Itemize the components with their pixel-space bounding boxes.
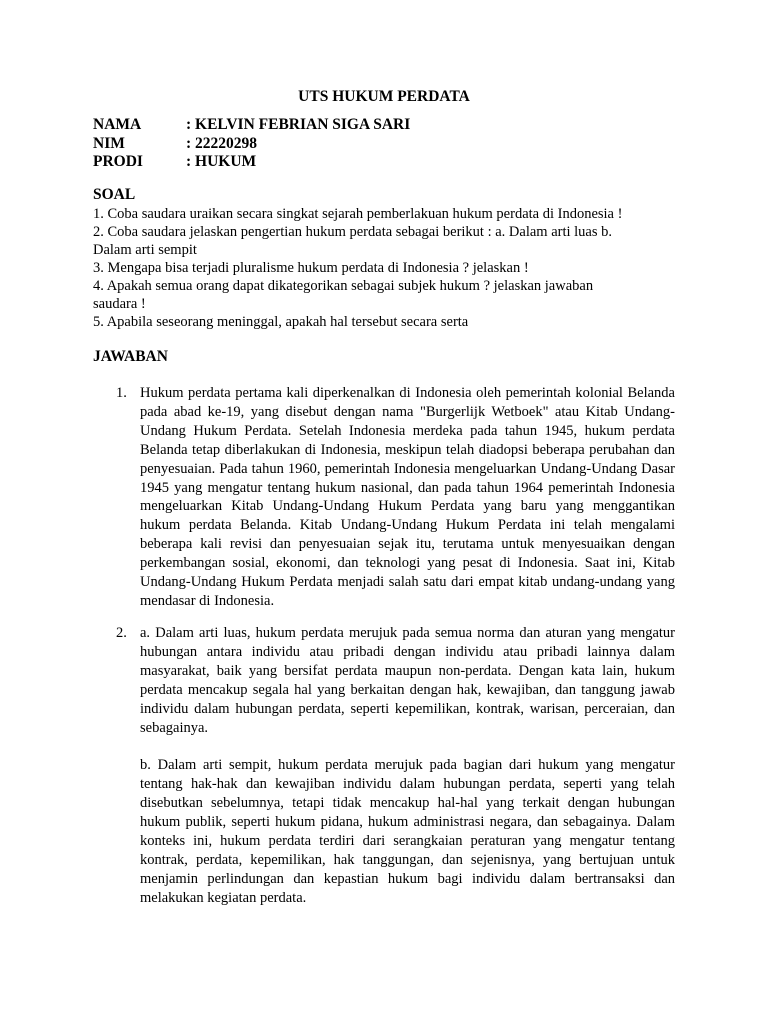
info-row-nama — [93, 116, 410, 135]
soal-line: 4. Apakah semua orang dapat dikategorikan sebagai subjek hukum ? jelaskan jawaban — [93, 278, 594, 294]
info-row-nim — [93, 135, 410, 154]
info-row-prodi — [93, 153, 410, 172]
soal-heading: SOAL — [93, 186, 136, 203]
soal-line: 1. Coba saudara uraikan secara singkat sejarah pemberlakuan hukum perdata di Indonesia ! — [93, 206, 623, 222]
info-value: : 22220298 — [186, 134, 258, 152]
soal-line: saudara ! — [93, 296, 146, 312]
answer-1 — [93, 384, 675, 611]
info-label: NIM — [93, 134, 125, 152]
soal-line: Dalam arti sempit — [93, 242, 197, 258]
jawaban-heading: JAWABAN — [93, 348, 168, 365]
soal-line: 5. Apabila seseorang meninggal, apakah hal tersebut secara serta — [93, 314, 469, 330]
soal-line: 2. Coba saudara jelaskan pengertian hukum perdata sebagai berikut : a. Dalam arti luas b. — [93, 224, 612, 240]
soal-line: 3. Mengapa bisa terjadi pluralisme hukum perdata di Indonesia ? jelaskan ! — [93, 260, 529, 276]
answer-number: 1. — [116, 385, 127, 401]
info-label: PRODI — [93, 153, 143, 170]
student-info — [93, 116, 410, 172]
answer-2 — [93, 624, 675, 908]
answer-paragraph-a: a. Dalam arti luas, hukum perdata merujuk pada semua norma dan aturan yang mengatur hubungan antara individu atau pribadi dengan individu atau pribadi lainnya dalam masyarakat, baik yang bersifat perdata maupun non-perdata. Dengan kata lain, hukum perdata mencakup segala hal yang berkaitan dengan hak, kewajiban, dan tanggung jawab individu dalam hubungan perdata, seperti kepemilikan, kontrak, warisan, perceraian, dan sebagainya. — [140, 625, 675, 736]
soal-list — [93, 205, 673, 331]
answer-paragraph-b: b. Dalam arti sempit, hukum perdata merujuk pada bagian dari hukum yang mengatur tentang hak-hak dan kewajiban individu dalam hubungan perdata, seperti yang telah disebutkan sebelumnya, tetapi tidak mencakup hal-hal yang terkait dengan hubungan hukum publik, seperti hukum pidana, hukum administrasi negara, dan sebagainya. Dalam konteks ini, hukum perdata terdiri dari serangkaian peraturan yang mengatur tentang kontrak, perdata, kepemilikan, hak tanggungan, dan sejenisnya, yang bertujuan untuk menjamin perlindungan dan kepastian hukum bagi individu dalam bertransaksi dan melakukan kegiatan perdata. — [140, 757, 675, 906]
answer-number: 2. — [116, 625, 127, 641]
paragraph-spacer — [93, 737, 675, 756]
info-value: : HUKUM — [186, 153, 257, 170]
answer-paragraph: Hukum perdata pertama kali diperkenalkan di Indonesia oleh pemerintah kolonial Belanda pada abad ke-19, yang disebut dengan nama "Burgerlijk Wetboek" atau Kitab Undang-Undang Hukum Perdata. Setelah Indonesia merdeka pada tahun 1945, hukum perdata Belanda tetap diberlakukan di Indonesia, meskipun telah diadopsi beberapa perubahan dan penyesuaian. Pada tahun 1960, pemerintah Indonesia mengeluarkan Undang-Undang Dasar 1945 yang mengatur tentang hukum nasional, dan pada tahun 1964 pemerintah Indonesia mengeluarkan Kitab Undang-Undang Hukum Perdata yang baru yang menggantikan hukum perdata Belanda. Kitab Undang-Undang Hukum Perdata ini telah mengalami beberapa kali revisi dan penyesuaian sejak itu, terutama untuk menyesuaikan dengan perkembangan sosial, ekonomi, dan teknologi yang pesat di Indonesia. Saat ini, Kitab Undang-Undang Hukum Perdata menjadi salah satu dari empat kitab undang-undang yang mendasar di Indonesia. — [140, 385, 675, 609]
document-title: UTS HUKUM PERDATA — [298, 88, 470, 105]
info-label: NAMA — [93, 116, 142, 133]
info-value: : KELVIN FEBRIAN SIGA SARI — [186, 116, 411, 133]
